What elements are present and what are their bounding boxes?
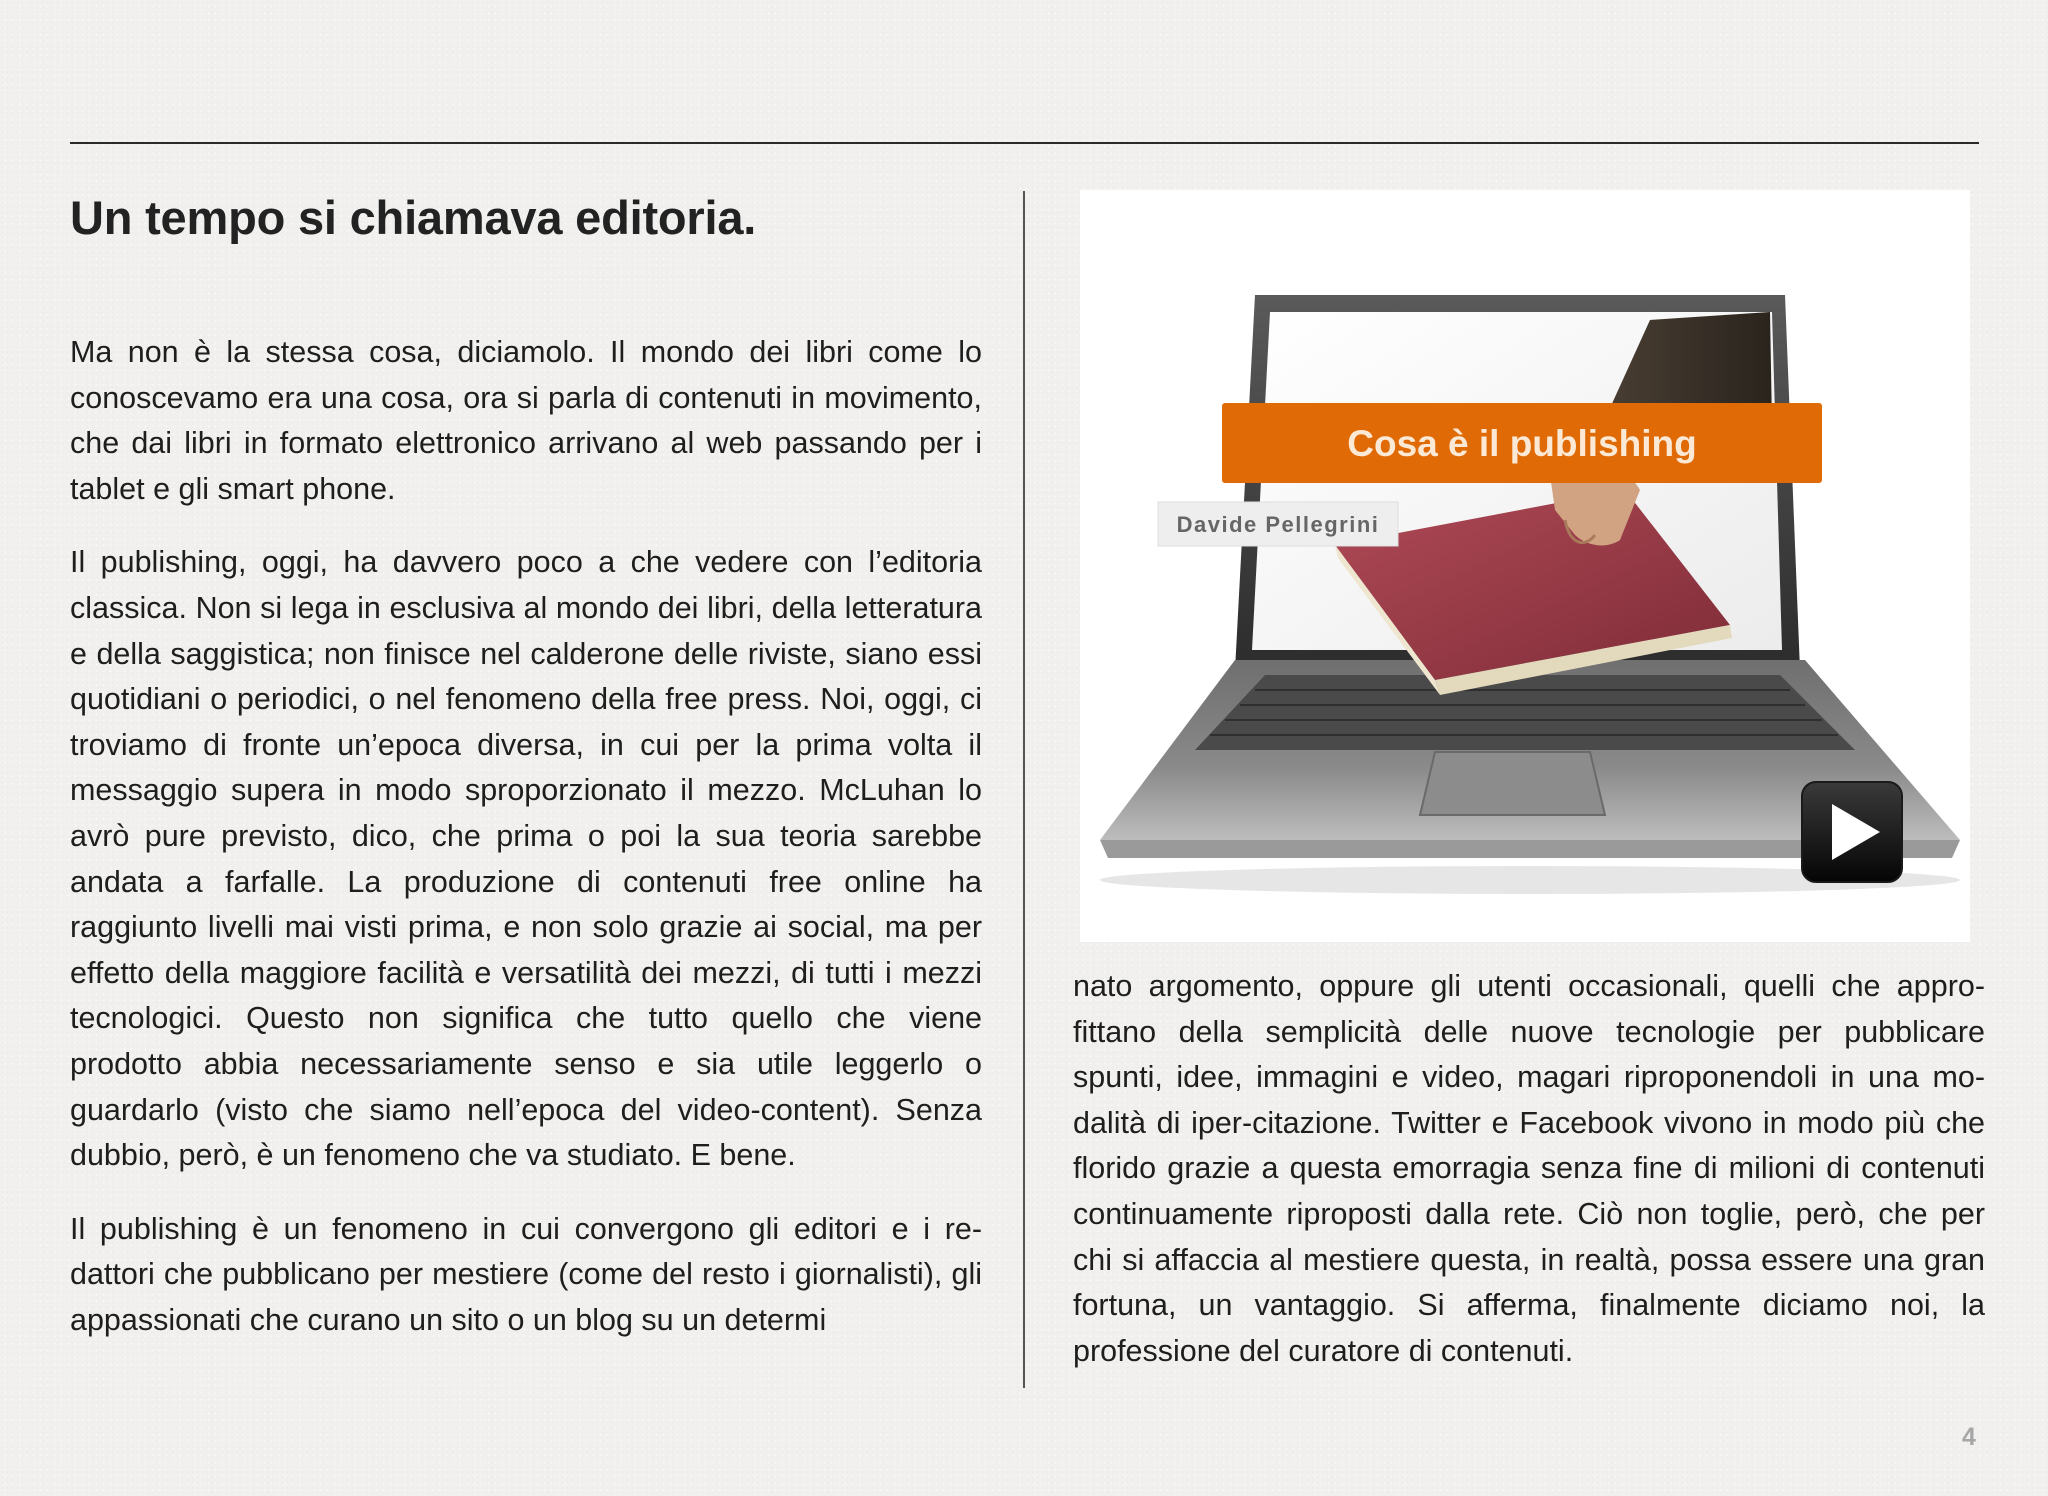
page-number: 4	[1962, 1423, 1976, 1451]
video-thumbnail[interactable]	[1080, 190, 1970, 942]
play-icon[interactable]	[1800, 780, 1904, 884]
paragraph-4: nato argomento, oppure gli utenti occasionali, quelli che approfittano della semplicità delle nuove tecnologie per pubblicare spunti, idee, immagini e video, magari riproponendoli in una modalità di iper-citazione. Twitter e Facebook vivono in modo più che florido grazie a questa emorragia senza fine di milioni di contenuti continuamente riproposti dalla rete. Ciò non toglie, però, che per chi si affaccia al mestiere questa, in realtà, possa essere una gran fortuna, un vantaggio. Si afferma, finalmente diciamo noi, la professione del curatore di contenuti.	[1073, 969, 1985, 1368]
video-author: Davide Pellegrini	[1176, 512, 1380, 537]
left-column	[70, 330, 982, 1371]
top-rule	[70, 142, 1979, 144]
paragraph-2: Il publishing, oggi, ha davvero poco a che vedere con l’editoria classica. Non si lega in esclusiva al mondo dei libri, della letteratura e della saggistica; non finisce nel calderone delle riviste, siano essi quotidiani o periodici, o nel fenomeno della free press. Noi, oggi, ci troviamo di fronte un’epoca diversa, in cui per la prima volta il messaggio supera in modo sproporzionato il mezzo. McLuhan lo avrò pure previsto, dico, che prima o poi la sua teoria sarebbe andata a farfalle. La produzione di contenuti free online ha raggiunto livelli mai visti prima, e non solo grazie ai social, ma per effetto della maggiore facilità e versatilità dei mezzi, di tutti i mezzi tecnologici. Questo non significa che tutto quello che viene prodotto abbia necessariamente senso e sia utile leggerlo o guardarlo (visto che siamo nell’epoca del video-content). Senza dubbio, però, è un fenomeno che va studiato. E bene.	[70, 545, 982, 1173]
page-title: Un tempo si chiamava editoria.	[70, 191, 757, 244]
paragraph-1: Ma non è la stessa cosa, diciamolo. Il mondo dei libri come lo conoscevamo era una cosa, ora si parla di contenuti in movimento, che dai libri in formato elettronico arrivano al web passando per i tablet e gli smart phone.	[70, 335, 982, 506]
column-divider	[1023, 191, 1025, 1388]
right-column	[1073, 964, 1985, 1402]
paragraph-3: Il publishing è un fenomeno in cui convergono gli editori e i redattori che pubblicano per mestiere (come del resto i giornalisti), gli appassionati che curano un sito o un blog su un determi	[70, 1211, 982, 1337]
video-title: Cosa è il publishing	[1347, 423, 1697, 464]
